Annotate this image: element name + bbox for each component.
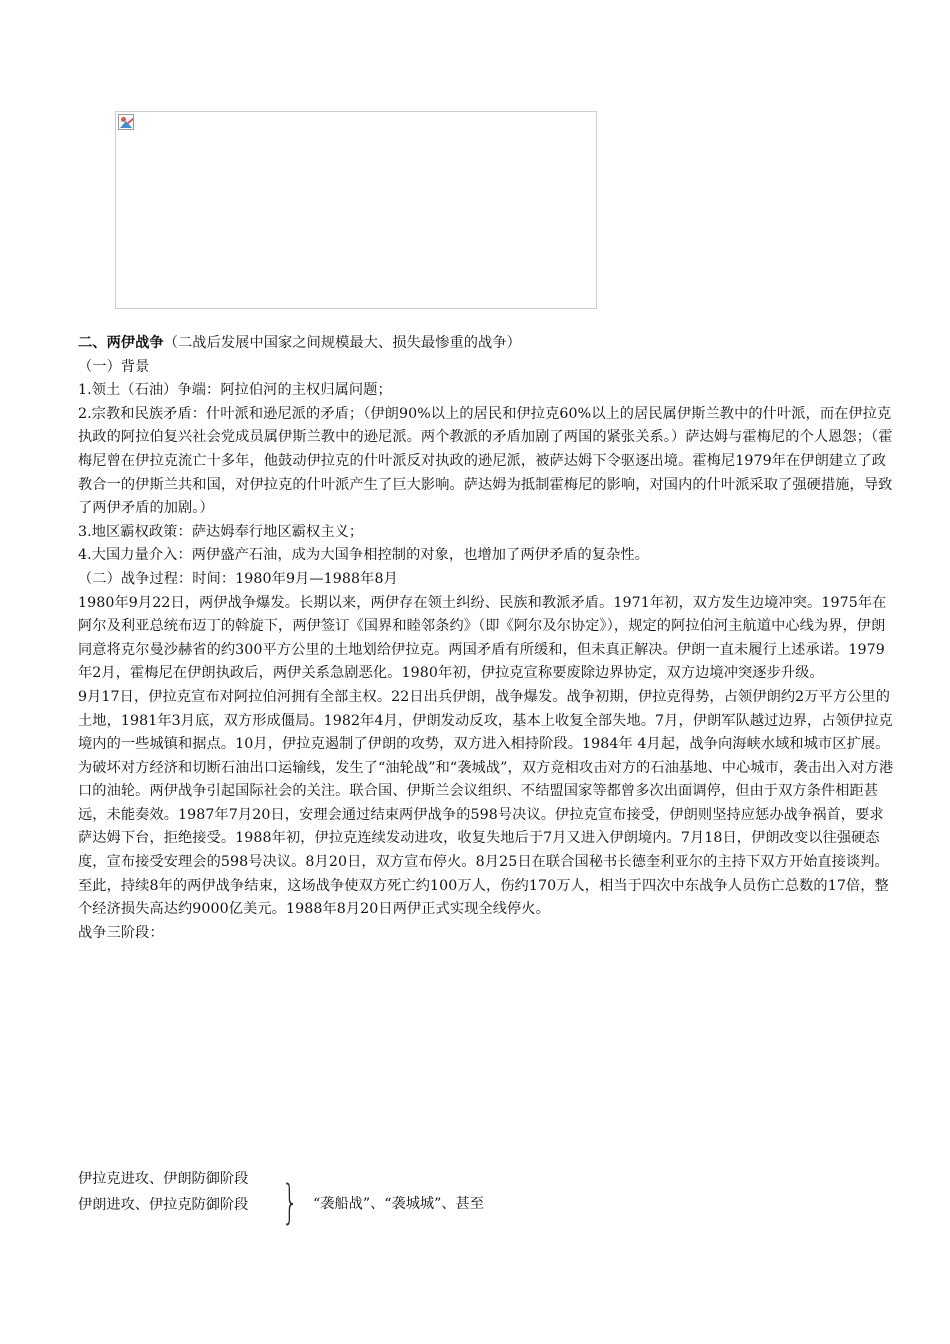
background-item-2: 2.宗教和民族矛盾：什叶派和逊尼派的矛盾；（伊朗90%以上的居民和伊拉克60%以上的居民属伊斯兰教中的什叶派，而在伊拉克执政的阿拉伯复兴社会党成员属伊斯兰教中的逊尼派。两个教派的矛盾加剧了两国的紧张关系。）萨达姆与霍梅尼的个人恩怨；（霍梅尼曾在伊拉克流亡十多年，他鼓动伊拉克的什叶派反对执政的逊尼派，被萨达姆下令驱逐出境。霍梅尼1979年在伊朗建立了政教合一的伊斯兰共和国，对伊拉克的什叶派产生了巨大影响。萨达姆为抵制霍梅尼的影响，对国内的什叶派采取了强硬措施，导致了两伊矛盾的加剧。） bbox=[78, 405, 893, 517]
phase-item-2: 伊朗进攻、伊拉克防御阶段 bbox=[78, 1197, 249, 1213]
section-subtitle: （二战后发展中国家之间规模最大、损失最惨重的战争） bbox=[163, 335, 521, 351]
article-body bbox=[78, 332, 896, 945]
phase-item-1: 伊拉克进攻、伊朗防御阶段 bbox=[78, 1171, 249, 1187]
background-heading: （一）背景 bbox=[78, 358, 150, 375]
phases-heading: 战争三阶段： bbox=[78, 924, 164, 941]
image-placeholder bbox=[115, 111, 597, 309]
background-item-1: 1.领土（石油）争端：阿拉伯河的主权归属问题； bbox=[78, 382, 392, 399]
background-item-4: 4.大国力量介入：两伊盛产石油，成为大国争相控制的对象，也增加了两伊矛盾的复杂性。 bbox=[78, 547, 649, 564]
background-item-3: 3.地区霸权政策：萨达姆奉行地区霸权主义； bbox=[78, 523, 364, 540]
phase-annotation: “袭船战”、“袭城城”、甚至 bbox=[313, 1196, 484, 1212]
curly-brace: } bbox=[282, 1175, 299, 1229]
section-title: 二、两伊战争 bbox=[78, 335, 164, 351]
process-paragraph-3: 为破坏对方经济和切断石油出口运输线，发生了“油轮战”和“袭城战”，双方竞相攻击对方的石油基地、中心城市，袭击出入对方港口的油轮。两伊战争引起国际社会的关注。联合国、伊斯兰会议组织、不结盟国家等都曾多次出面调停，但由于双方条件相距甚远，未能奏效。1987年7月20日，安理会通过结束两伊战争的598号决议。伊拉克宣布接受，伊朗则坚持应惩办战争祸首，要求萨达姆下台，拒绝接受。1988年初，伊拉克连续发动进攻，收复失地后于7月又进入伊朗境内。7月18日，伊朗改变以往强硬态度，宣布接受安理会的598号决议。8月20日，双方宣布停火。8月25日在联合国秘书长德奎利亚尔的主持下双方开始直接谈判。至此，持续8年的两伊战争结束，这场战争使双方死亡约100万人，伤约170万人，相当于四次中东战争人员伤亡总数的17倍，整个经济损失高达约9000亿美元。1988年8月20日两伊正式实现全线停火。 bbox=[78, 759, 894, 918]
process-paragraph-1: 1980年9月22日，两伊战争爆发。长期以来，两伊存在领土纠纷、民族和教派矛盾。1971年初，双方发生边境冲突。1975年在阿尔及利亚总统布迈丁的斡旋下，两伊签订《国界和睦邻条约》（即《阿尔及尔协定》），规定的阿拉伯河主航道中心线为界，伊朗同意将克尔曼沙赫省的约300平方公里的土地划给伊拉克。两国矛盾有所缓和，但未真正解决。伊朗一直未履行上述承诺。1979 年2月，霍梅尼在伊朗执政后，两伊关系急剧恶化。1980年初，伊拉克宣称要废除边界协定，双方边境冲突逐步升级。 bbox=[78, 594, 887, 682]
process-heading: （二）战争过程：时间：1980年9月—1988年8月 bbox=[78, 570, 398, 587]
section-heading bbox=[78, 332, 896, 356]
process-paragraph-2: 9月17日，伊拉克宣布对阿拉伯河拥有全部主权。22日出兵伊朗，战争爆发。战争初期，伊拉克得势，占领伊朗约2万平方公里的土地，1981年3月底，双方形成僵局。1982年4月，伊朗发动反攻，基本上收复全部失地。7月，伊朗军队越过边界，占领伊拉克境内的一些城镇和据点。10月，伊拉克遏制了伊朗的攻势，双方进入相持阶段。1984年 4月起，战争向海峡水域和城市区扩展。 bbox=[78, 688, 893, 753]
broken-image-icon bbox=[118, 114, 134, 130]
